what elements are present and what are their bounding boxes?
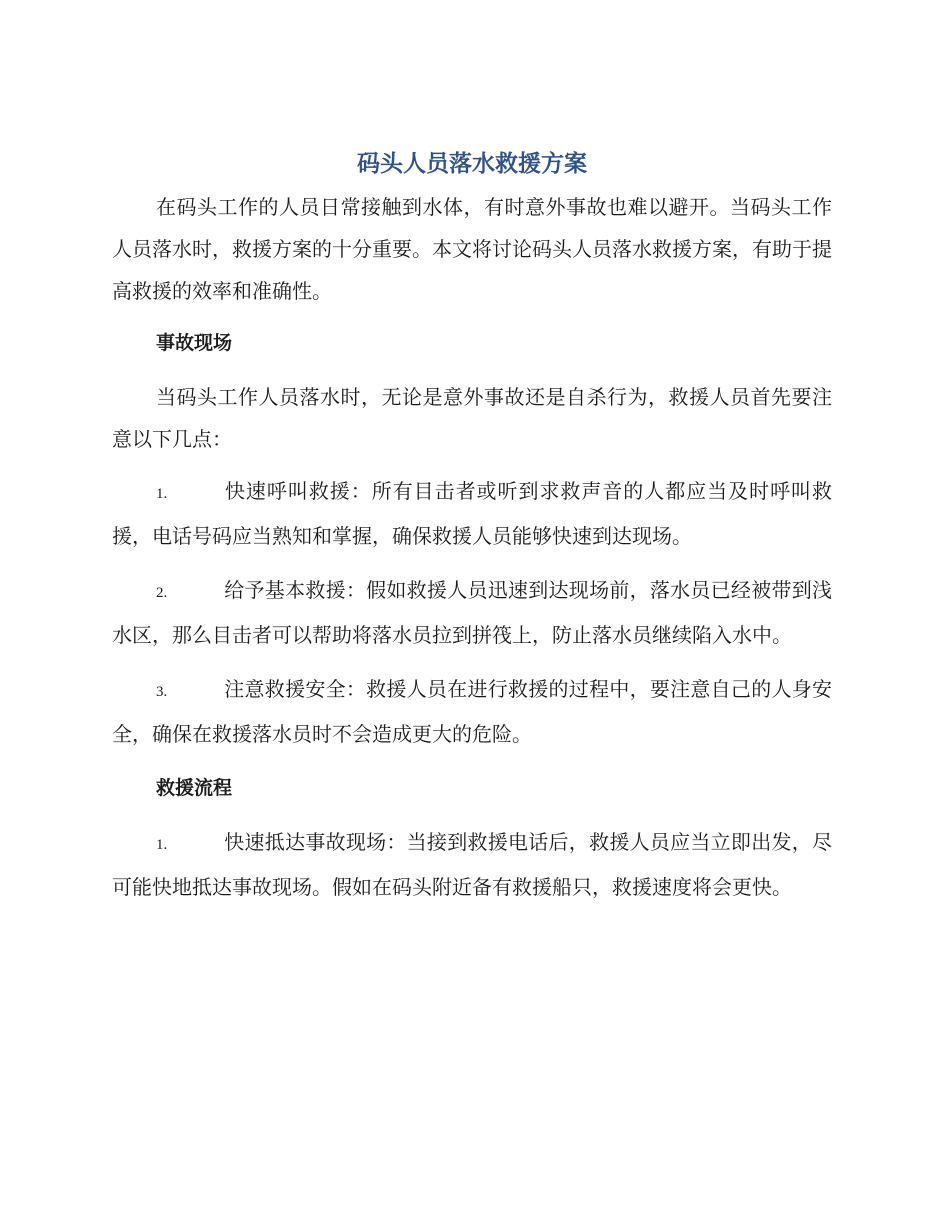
- section-heading-accident-scene: 事故现场: [156, 332, 233, 354]
- list-item-text: 快速抵达事故现场：当接到救援电话后，救援人员应当立即出发，尽可能快地抵达事故现场。假如在码头附近备有救援船只，救援速度将会更快。: [112, 830, 832, 899]
- list-item-number: 3.: [156, 684, 168, 700]
- document-page: [112, 148, 832, 920]
- list-item: [112, 470, 832, 557]
- document-title: 码头人员落水救援方案: [357, 151, 587, 177]
- list-item: [112, 569, 832, 656]
- intro-paragraph: 在码头工作的人员日常接触到水体，有时意外事故也难以避开。当码头工作人员落水时，救援方案的十分重要。本文将讨论码头人员落水救援方案，有助于提高救援的效率和准确性。: [112, 195, 832, 303]
- list-item-number: 1.: [156, 486, 168, 502]
- section-heading-rescue-process: 救援流程: [156, 777, 233, 799]
- section-paragraph: 当码头工作人员落水时，无论是意外事故还是自杀行为，救援人员首先要注意以下几点：: [112, 385, 832, 451]
- list-item-text: 给予基本救援：假如救援人员迅速到达现场前，落水员已经被带到浅水区，那么目击者可以帮助将落水员拉到拼筏上，防止落水员继续陷入水中。: [112, 578, 832, 647]
- list-item: [112, 668, 832, 755]
- list-item: [112, 821, 832, 908]
- list-item-text: 注意救援安全：救援人员在进行救援的过程中，要注意自己的人身安全，确保在救援落水员时不会造成更大的危险。: [112, 677, 832, 746]
- list-item-text: 快速呼叫救援：所有目击者或听到求救声音的人都应当及时呼叫救援，电话号码应当熟知和掌握，确保救援人员能够快速到达现场。: [112, 479, 832, 548]
- list-item-number: 1.: [156, 837, 168, 853]
- list-item-number: 2.: [156, 585, 168, 601]
